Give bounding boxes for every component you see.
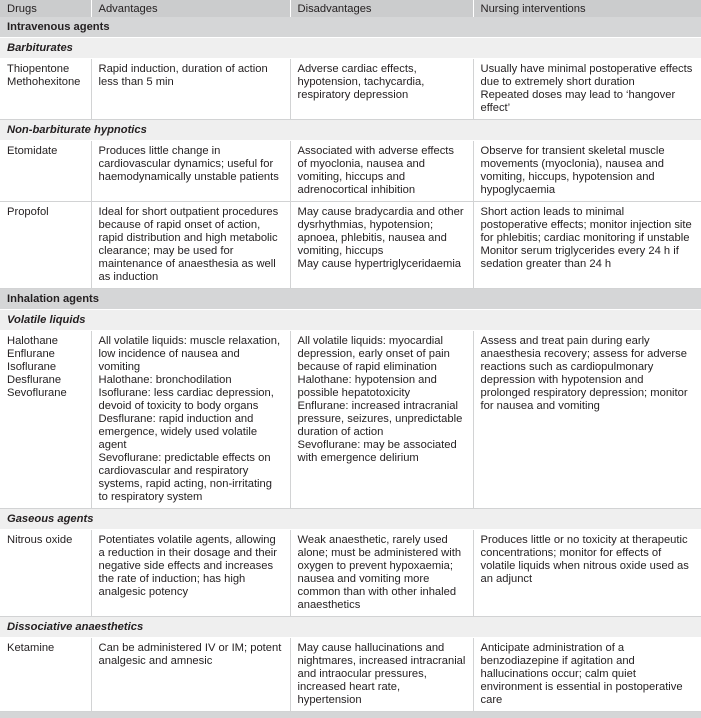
disadvantages-text: Enflurane: increased intracranial pressure, seizures, unpredictable duration of action — [298, 400, 466, 439]
subsection-title: Volatile liquids — [0, 310, 701, 331]
table-row-ketamine — [0, 638, 701, 712]
advantages-cell: Can be administered IV or IM; potent analgesic and amnesic — [91, 638, 290, 712]
drug-cell — [0, 59, 91, 120]
nursing-cell: Assess and treat pain during early anaesthesia recovery; assess for adverse reactions such as cardiopulmonary depression with hypotension and prolonged respiratory depression; monitor for nausea and vomiting — [473, 331, 701, 509]
subsection-non-barbiturate-hypnotics — [0, 120, 701, 141]
drug-cell — [0, 331, 91, 509]
drug-name: Halothane — [7, 335, 84, 348]
nursing-cell: Observe for transient skeletal muscle movements (myoclonia), nausea and vomiting, hiccups, hypotension and hypoglycaemia — [473, 141, 701, 202]
advantages-cell: Rapid induction, duration of action less than 5 min — [91, 59, 290, 120]
drug-name: Methohexitone — [7, 76, 84, 89]
table-row-propofol — [0, 202, 701, 289]
table-row-volatile-liquids — [0, 331, 701, 509]
subsection-title: Dissociative anaesthetics — [0, 617, 701, 638]
advantages-cell: Ideal for short outpatient procedures because of rapid onset of action, rapid distribution and high metabolic clearance; may be used for maintenance of anaesthesia as well as induction — [91, 202, 290, 289]
section-inhalation-agents — [0, 289, 701, 310]
subsection-gaseous-agents — [0, 509, 701, 530]
disadvantages-text: All volatile liquids: myocardial depression, early onset of pain because of rapid elimination — [298, 335, 466, 374]
disadvantages-text: May cause bradycardia and other dysrhythmias, hypotension; apnoea, phlebitis, nausea and vomiting, hiccups — [298, 206, 466, 258]
footer-bar — [0, 712, 701, 718]
table-row-etomidate — [0, 141, 701, 202]
nursing-cell: Produces little or no toxicity at therapeutic concentrations; monitor for effects of volatile liquids when nitrous oxide used as an adjunct — [473, 530, 701, 617]
nursing-text: Short action leads to minimal postoperative effects; monitor injection site for phlebitis; cardiac monitoring if unstable — [481, 206, 695, 245]
subsection-barbiturates — [0, 38, 701, 59]
drug-name: Enflurane — [7, 348, 84, 361]
drug-cell: Nitrous oxide — [0, 530, 91, 617]
header-advantages: Advantages — [91, 0, 290, 17]
table-footer-rule — [0, 712, 701, 718]
subsection-dissociative-anaesthetics — [0, 617, 701, 638]
disadvantages-text: May cause hypertriglyceridaemia — [298, 258, 466, 271]
advantages-cell — [91, 331, 290, 509]
nursing-text: Monitor serum triglycerides every 24 h if sedation greater than 24 h — [481, 245, 695, 271]
disadvantages-cell: May cause hallucinations and nightmares, increased intracranial and intraocular pressures, increased heart rate, hypertension — [290, 638, 473, 712]
header-row — [0, 0, 701, 17]
disadvantages-text: Halothane: hypotension and possible hepatotoxicity — [298, 374, 466, 400]
header-disadvantages: Disadvantages — [290, 0, 473, 17]
advantages-text: Sevoflurane: predictable effects on cardiovascular and respiratory systems, rapid acting, non-irritating to respiratory system — [99, 452, 283, 504]
nursing-text: Repeated doses may lead to ‘hangover effect’ — [481, 89, 695, 115]
nursing-cell: Anticipate administration of a benzodiazepine if agitation and hallucinations occur; calm quiet environment is essential in postoperative care — [473, 638, 701, 712]
disadvantages-cell — [290, 202, 473, 289]
subsection-title: Non-barbiturate hypnotics — [0, 120, 701, 141]
nursing-cell — [473, 202, 701, 289]
drug-name: Sevoflurane — [7, 387, 84, 400]
section-intravenous-agents — [0, 17, 701, 38]
subsection-title: Barbiturates — [0, 38, 701, 59]
drug-cell: Etomidate — [0, 141, 91, 202]
advantages-text: All volatile liquids: muscle relaxation, low incidence of nausea and vomiting — [99, 335, 283, 374]
drug-name: Desflurane — [7, 374, 84, 387]
disadvantages-cell: Adverse cardiac effects, hypotension, tachycardia, respiratory depression — [290, 59, 473, 120]
disadvantages-cell: Weak anaesthetic, rarely used alone; must be administered with oxygen to prevent hypoxaemia; nausea and vomiting more common than with other inhaled anaesthetics — [290, 530, 473, 617]
drug-name: Isoflurane — [7, 361, 84, 374]
disadvantages-text: Sevoflurane: may be associated with emergence delirium — [298, 439, 466, 465]
drug-cell: Ketamine — [0, 638, 91, 712]
section-title: Intravenous agents — [0, 17, 701, 38]
header-nursing-interventions: Nursing interventions — [473, 0, 701, 17]
advantages-cell: Produces little change in cardiovascular dynamics; useful for haemodynamically unstable patients — [91, 141, 290, 202]
drug-name: Thiopentone — [7, 63, 84, 76]
advantages-text: Isoflurane: less cardiac depression, devoid of toxicity to body organs — [99, 387, 283, 413]
subsection-volatile-liquids — [0, 310, 701, 331]
subsection-title: Gaseous agents — [0, 509, 701, 530]
disadvantages-cell: Associated with adverse effects of myoclonia, nausea and vomiting, hiccups and adrenocortical inhibition — [290, 141, 473, 202]
table-row-barbiturates — [0, 59, 701, 120]
drug-cell: Propofol — [0, 202, 91, 289]
disadvantages-cell — [290, 331, 473, 509]
table-row-nitrous-oxide — [0, 530, 701, 617]
nursing-cell — [473, 59, 701, 120]
advantages-text: Halothane: bronchodilation — [99, 374, 283, 387]
section-title: Inhalation agents — [0, 289, 701, 310]
advantages-text: Desflurane: rapid induction and emergence, widely used volatile agent — [99, 413, 283, 452]
advantages-cell: Potentiates volatile agents, allowing a reduction in their dosage and their negative side effects and increases the rate of induction; has high analgesic potency — [91, 530, 290, 617]
header-drugs: Drugs — [0, 0, 91, 17]
nursing-text: Usually have minimal postoperative effects due to extremely short duration — [481, 63, 695, 89]
